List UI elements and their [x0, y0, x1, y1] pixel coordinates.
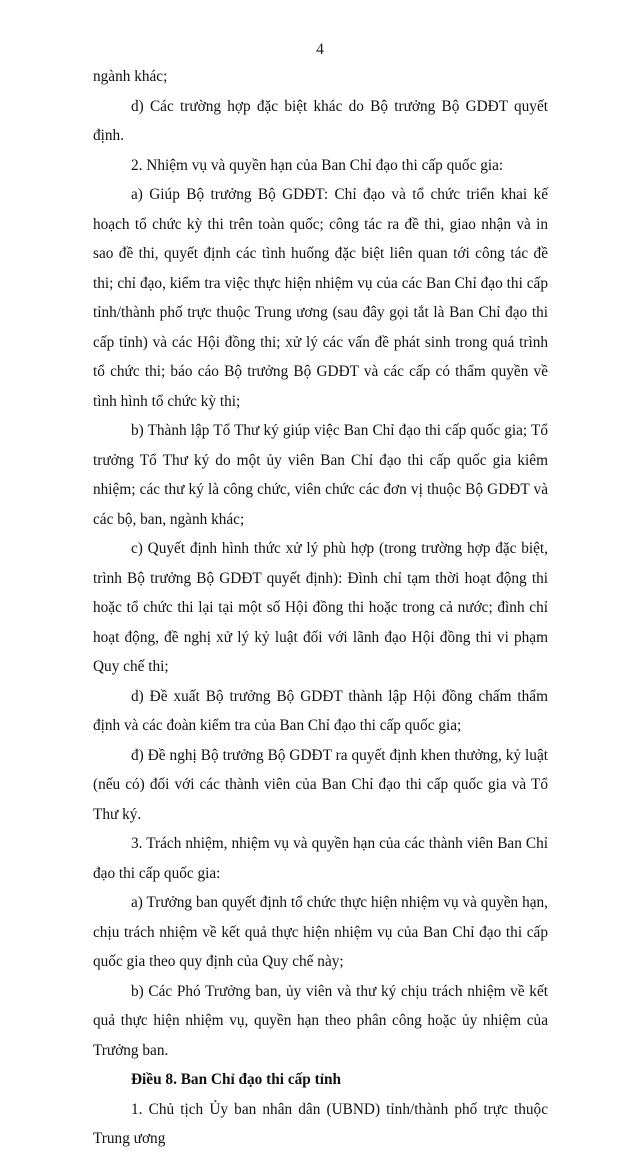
- section-heading: Điều 8. Ban Chỉ đạo thi cấp tỉnh: [131, 1071, 341, 1088]
- paragraph: a) Trưởng ban quyết định tổ chức thực hiện nhiệm vụ và quyền hạn, chịu trách nhiệm về kết quả thực hiện nhiệm vụ của Ban Chỉ đạo thi cấp quốc gia theo quy định của Quy chế này;: [93, 894, 548, 970]
- paragraph: 2. Nhiệm vụ và quyền hạn của Ban Chỉ đạo thi cấp quốc gia:: [131, 156, 504, 174]
- paragraph: b) Thành lập Tổ Thư ký giúp việc Ban Chỉ đạo thi cấp quốc gia; Tổ trưởng Tổ Thư ký do một ủy viên Ban Chỉ đạo thi cấp quốc gia kiêm nhiệm; các thư ký là công chức, viên chức các đơn vị thuộc Bộ GDĐT và các bộ, ban, ngành khác;: [93, 422, 548, 528]
- paragraph: b) Các Phó Trưởng ban, ủy viên và thư ký chịu trách nhiệm về kết quả thực hiện nhiệm vụ, quyền hạn theo phân công hoặc ủy nhiệm của Trưởng ban.: [93, 982, 548, 1059]
- paragraph: 1. Chủ tịch Ủy ban nhân dân (UBND) tỉnh/thành phố trực thuộc Trung ương: [93, 1100, 548, 1147]
- paragraph: ngành khác;: [93, 68, 168, 85]
- page-number: 4: [316, 41, 324, 58]
- paragraph: a) Giúp Bộ trưởng Bộ GDĐT: Chỉ đạo và tổ chức triển khai kế hoạch tổ chức kỳ thi trên toàn quốc; công tác ra đề thi, giao nhận và in sao đề thi, quyết định các tình huống đặc biệt liên quan tới công tác đề thi; chỉ đạo, kiểm tra việc thực hiện nhiệm vụ của các Ban Chỉ đạo thi cấp tỉnh/thành phố trực thuộc Trung ương (sau đây gọi tắt là Ban Chỉ đạo thi cấp tỉnh) và các Hội đồng thi; xử lý các vấn đề phát sinh trong quá trình tổ chức thi; báo cáo Bộ trưởng Bộ GDĐT và các cấp có thẩm quyền về tình hình tổ chức kỳ thi;: [93, 186, 548, 410]
- paragraph: đ) Đề nghị Bộ trưởng Bộ GDĐT ra quyết định khen thưởng, kỷ luật (nếu có) đối với các thành viên của Ban Chỉ đạo thi cấp quốc gia và Tổ Thư ký.: [93, 746, 548, 823]
- paragraph: d) Đề xuất Bộ trưởng Bộ GDĐT thành lập Hội đồng chấm thẩm định và các đoàn kiểm tra của Ban Chỉ đạo thi cấp quốc gia;: [93, 687, 548, 734]
- paragraph: d) Các trường hợp đặc biệt khác do Bộ trưởng Bộ GDĐT quyết định.: [93, 97, 548, 144]
- paragraph: c) Quyết định hình thức xử lý phù hợp (trong trường hợp đặc biệt, trình Bộ trưởng Bộ GDĐT quyết định): Đình chỉ tạm thời hoạt động thi hoặc tổ chức thi lại tại một số Hội đồng thi hoặc trong cả nước; đình chỉ hoạt động, đề nghị xử lý kỷ luật đối với lãnh đạo Hội đồng thi vi phạm Quy chế thi;: [93, 540, 548, 675]
- document-body: [93, 62, 548, 1154]
- paragraph: 3. Trách nhiệm, nhiệm vụ và quyền hạn của các thành viên Ban Chỉ đạo thi cấp quốc gia:: [93, 835, 548, 882]
